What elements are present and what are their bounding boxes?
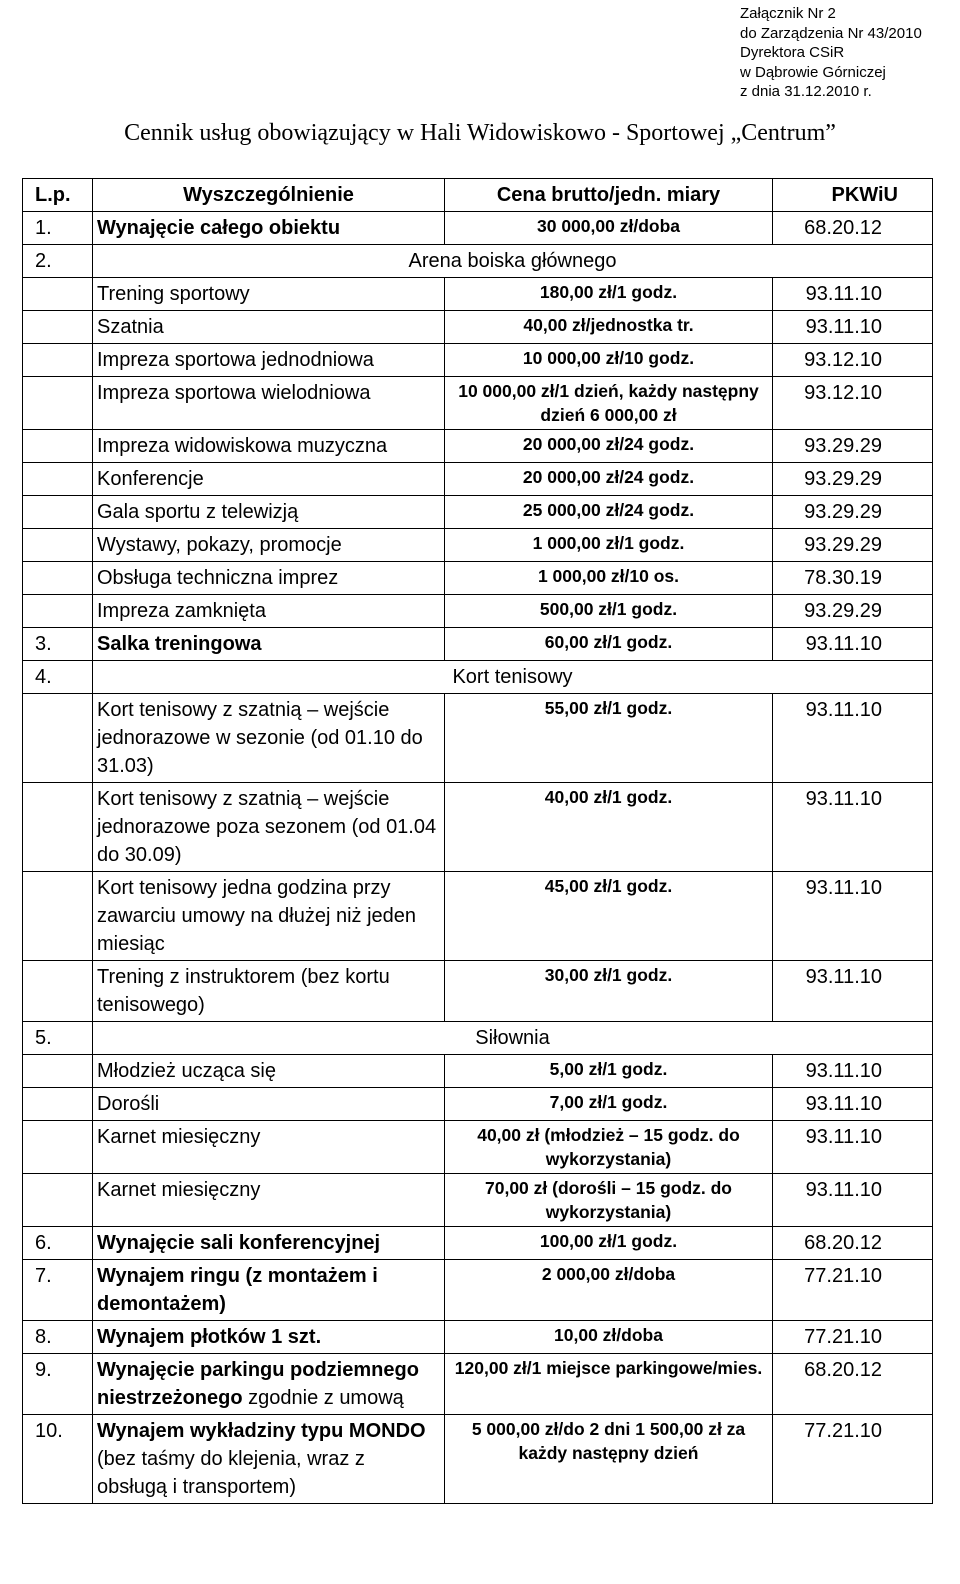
row-number: 9. bbox=[23, 1354, 93, 1415]
item-name: Impreza sportowa wielodniowa bbox=[97, 382, 371, 404]
row-number: 5. bbox=[23, 1022, 93, 1055]
item-description bbox=[93, 344, 445, 377]
item-name: Kort tenisowy jedna godzina przy zawarciu umowy na dłużej niż jeden miesiąc bbox=[97, 877, 417, 955]
header-line: w Dąbrowie Górniczej bbox=[740, 63, 886, 81]
item-description bbox=[93, 783, 445, 872]
table-row bbox=[23, 1321, 933, 1354]
row-number bbox=[23, 1174, 93, 1227]
item-price: 1 000,00 zł/1 godz. bbox=[445, 529, 773, 562]
item-price: 40,00 zł/jednostka tr. bbox=[445, 311, 773, 344]
item-name: Kort tenisowy z szatnią – wejście jednorazowe w sezonie (od 01.10 do 31.03) bbox=[97, 699, 423, 777]
table-row bbox=[23, 1022, 933, 1055]
row-number bbox=[23, 1088, 93, 1121]
item-description bbox=[93, 694, 445, 783]
item-description bbox=[93, 1321, 445, 1354]
item-price: 30,00 zł/1 godz. bbox=[445, 961, 773, 1022]
price-table bbox=[22, 178, 933, 1504]
item-note: (bez taśmy do klejenia, wraz z obsługą i transportem) bbox=[97, 1448, 365, 1498]
item-name: Wynajem ringu (z montażem i demontażem) bbox=[97, 1265, 378, 1315]
item-description bbox=[93, 1055, 445, 1088]
item-description bbox=[93, 311, 445, 344]
item-name: Impreza widowiskowa muzyczna bbox=[97, 435, 388, 457]
row-number: 10. bbox=[23, 1415, 93, 1504]
table-row bbox=[23, 1354, 933, 1415]
item-price: 7,00 zł/1 godz. bbox=[445, 1088, 773, 1121]
item-price: 5,00 zł/1 godz. bbox=[445, 1055, 773, 1088]
item-name: Młodzież ucząca się bbox=[97, 1060, 276, 1082]
item-description bbox=[93, 463, 445, 496]
section-heading: Siłownia bbox=[93, 1022, 933, 1055]
item-pkwiu: 93.11.10 bbox=[773, 311, 933, 344]
row-number bbox=[23, 872, 93, 961]
item-description bbox=[93, 1174, 445, 1227]
item-name: Wynajęcie sali konferencyjnej bbox=[97, 1232, 381, 1254]
item-description bbox=[93, 1088, 445, 1121]
row-number: 6. bbox=[23, 1227, 93, 1260]
table-row bbox=[23, 463, 933, 496]
item-description bbox=[93, 430, 445, 463]
table-row bbox=[23, 562, 933, 595]
item-pkwiu: 77.21.10 bbox=[773, 1321, 933, 1354]
table-row bbox=[23, 278, 933, 311]
item-price: 5 000,00 zł/do 2 dni 1 500,00 zł za każdy następny dzień bbox=[445, 1415, 773, 1504]
item-pkwiu: 68.20.12 bbox=[773, 1227, 933, 1260]
row-number bbox=[23, 344, 93, 377]
table-row bbox=[23, 529, 933, 562]
item-name: Wynajem płotków 1 szt. bbox=[97, 1326, 322, 1348]
column-header-price: Cena brutto/jedn. miary bbox=[445, 179, 773, 212]
item-name: Trening sportowy bbox=[97, 283, 250, 305]
table-row bbox=[23, 783, 933, 872]
row-number bbox=[23, 377, 93, 430]
item-note: zgodnie z umową bbox=[248, 1387, 404, 1409]
item-name: Salka treningowa bbox=[97, 633, 262, 655]
item-name: Wystawy, pokazy, promocje bbox=[97, 534, 342, 556]
row-number: 3. bbox=[23, 628, 93, 661]
item-name: Konferencje bbox=[97, 468, 204, 490]
row-number bbox=[23, 1055, 93, 1088]
table-row bbox=[23, 377, 933, 430]
table-row bbox=[23, 1415, 933, 1504]
item-price: 2 000,00 zł/doba bbox=[445, 1260, 773, 1321]
item-pkwiu: 93.11.10 bbox=[773, 783, 933, 872]
item-price: 25 000,00 zł/24 godz. bbox=[445, 496, 773, 529]
item-price: 40,00 zł (młodzież – 15 godz. do wykorzystania) bbox=[445, 1121, 773, 1174]
table-row bbox=[23, 694, 933, 783]
column-header-pkwiu: PKWiU bbox=[773, 179, 933, 212]
row-number: 2. bbox=[23, 245, 93, 278]
item-name: Karnet miesięczny bbox=[97, 1126, 261, 1148]
table-row bbox=[23, 1260, 933, 1321]
section-heading: Kort tenisowy bbox=[93, 661, 933, 694]
item-name: Kort tenisowy z szatnią – wejście jednorazowe poza sezonem (od 01.04 do 30.09) bbox=[97, 788, 437, 866]
item-price: 1 000,00 zł/10 os. bbox=[445, 562, 773, 595]
item-pkwiu: 93.29.29 bbox=[773, 463, 933, 496]
column-header-description: Wyszczególnienie bbox=[93, 179, 445, 212]
table-row bbox=[23, 1227, 933, 1260]
table-header-row bbox=[23, 179, 933, 212]
table-row bbox=[23, 430, 933, 463]
header-line: Dyrektora CSiR bbox=[740, 44, 845, 61]
row-number: 8. bbox=[23, 1321, 93, 1354]
item-pkwiu: 93.29.29 bbox=[773, 529, 933, 562]
item-pkwiu: 68.20.12 bbox=[773, 1354, 933, 1415]
row-number: 1. bbox=[23, 212, 93, 245]
item-price: 10 000,00 zł/10 godz. bbox=[445, 344, 773, 377]
document-title: Cennik usług obowiązujący w Hali Widowiskowo - Sportowej „Centrum” bbox=[124, 120, 836, 146]
item-description bbox=[93, 628, 445, 661]
item-price: 45,00 zł/1 godz. bbox=[445, 872, 773, 961]
item-price: 180,00 zł/1 godz. bbox=[445, 278, 773, 311]
item-name: Impreza sportowa jednodniowa bbox=[97, 349, 374, 371]
table-row bbox=[23, 628, 933, 661]
table-row bbox=[23, 1174, 933, 1227]
item-price: 10 000,00 zł/1 dzień, każdy następny dzień 6 000,00 zł bbox=[445, 377, 773, 430]
item-description bbox=[93, 529, 445, 562]
item-price: 30 000,00 zł/doba bbox=[445, 212, 773, 245]
section-heading: Arena boiska głównego bbox=[93, 245, 933, 278]
item-name: Gala sportu z telewizją bbox=[97, 501, 299, 523]
item-description bbox=[93, 1227, 445, 1260]
item-pkwiu: 93.11.10 bbox=[773, 278, 933, 311]
item-price: 100,00 zł/1 godz. bbox=[445, 1227, 773, 1260]
row-number bbox=[23, 496, 93, 529]
table-row bbox=[23, 311, 933, 344]
item-price: 120,00 zł/1 miejsce parkingowe/mies. bbox=[445, 1354, 773, 1415]
row-number bbox=[23, 783, 93, 872]
table-row bbox=[23, 212, 933, 245]
row-number bbox=[23, 694, 93, 783]
item-pkwiu: 93.12.10 bbox=[773, 377, 933, 430]
table-row bbox=[23, 961, 933, 1022]
item-name: Wynajęcie parkingu podziemnego niestrzeżonego bbox=[97, 1359, 419, 1409]
table-row bbox=[23, 1121, 933, 1174]
item-price: 55,00 zł/1 godz. bbox=[445, 694, 773, 783]
item-description bbox=[93, 496, 445, 529]
table-row bbox=[23, 1055, 933, 1088]
item-price: 20 000,00 zł/24 godz. bbox=[445, 430, 773, 463]
item-description bbox=[93, 212, 445, 245]
item-description bbox=[93, 1260, 445, 1321]
column-header-lp: L.p. bbox=[23, 179, 93, 212]
row-number bbox=[23, 529, 93, 562]
item-price: 20 000,00 zł/24 godz. bbox=[445, 463, 773, 496]
header-line: Załącznik Nr 2 bbox=[740, 5, 836, 22]
table-row bbox=[23, 1088, 933, 1121]
row-number bbox=[23, 463, 93, 496]
item-pkwiu: 93.29.29 bbox=[773, 496, 933, 529]
row-number: 7. bbox=[23, 1260, 93, 1321]
item-price: 70,00 zł (dorośli – 15 godz. do wykorzystania) bbox=[445, 1174, 773, 1227]
item-name: Wynajęcie całego obiektu bbox=[97, 217, 341, 239]
row-number: 4. bbox=[23, 661, 93, 694]
item-description bbox=[93, 961, 445, 1022]
item-description bbox=[93, 595, 445, 628]
table-row bbox=[23, 344, 933, 377]
row-number bbox=[23, 595, 93, 628]
item-pkwiu: 93.11.10 bbox=[773, 872, 933, 961]
item-name: Karnet miesięczny bbox=[97, 1179, 261, 1201]
item-price: 500,00 zł/1 godz. bbox=[445, 595, 773, 628]
table-row bbox=[23, 661, 933, 694]
item-pkwiu: 78.30.19 bbox=[773, 562, 933, 595]
item-pkwiu: 93.12.10 bbox=[773, 344, 933, 377]
item-pkwiu: 93.11.10 bbox=[773, 1174, 933, 1227]
document-header bbox=[740, 4, 922, 102]
item-pkwiu: 93.11.10 bbox=[773, 1088, 933, 1121]
header-line: z dnia 31.12.2010 r. bbox=[740, 83, 872, 100]
item-name: Trening z instruktorem (bez kortu tenisowego) bbox=[97, 966, 390, 1016]
table-row bbox=[23, 245, 933, 278]
row-number bbox=[23, 562, 93, 595]
item-name: Szatnia bbox=[97, 316, 164, 338]
row-number bbox=[23, 311, 93, 344]
item-name: Wynajem wykładziny typu MONDO bbox=[97, 1420, 426, 1442]
item-name: Dorośli bbox=[97, 1093, 160, 1115]
table-row bbox=[23, 872, 933, 961]
item-description bbox=[93, 1354, 445, 1415]
item-pkwiu: 93.29.29 bbox=[773, 595, 933, 628]
row-number bbox=[23, 961, 93, 1022]
table-row bbox=[23, 595, 933, 628]
header-line: do Zarządzenia Nr 43/2010 bbox=[740, 24, 922, 42]
row-number bbox=[23, 1121, 93, 1174]
item-pkwiu: 77.21.10 bbox=[773, 1415, 933, 1504]
item-description bbox=[93, 1415, 445, 1504]
item-description bbox=[93, 278, 445, 311]
item-pkwiu: 93.29.29 bbox=[773, 430, 933, 463]
item-description bbox=[93, 872, 445, 961]
item-pkwiu: 93.11.10 bbox=[773, 694, 933, 783]
item-pkwiu: 93.11.10 bbox=[773, 961, 933, 1022]
item-price: 40,00 zł/1 godz. bbox=[445, 783, 773, 872]
item-pkwiu: 68.20.12 bbox=[773, 212, 933, 245]
row-number bbox=[23, 278, 93, 311]
item-pkwiu: 93.11.10 bbox=[773, 1055, 933, 1088]
item-name: Impreza zamknięta bbox=[97, 600, 266, 622]
item-description bbox=[93, 562, 445, 595]
item-pkwiu: 77.21.10 bbox=[773, 1260, 933, 1321]
row-number bbox=[23, 430, 93, 463]
item-price: 10,00 zł/doba bbox=[445, 1321, 773, 1354]
table-row bbox=[23, 496, 933, 529]
item-pkwiu: 93.11.10 bbox=[773, 1121, 933, 1174]
item-description bbox=[93, 1121, 445, 1174]
item-description bbox=[93, 377, 445, 430]
item-pkwiu: 93.11.10 bbox=[773, 628, 933, 661]
item-price: 60,00 zł/1 godz. bbox=[445, 628, 773, 661]
item-name: Obsługa techniczna imprez bbox=[97, 567, 339, 589]
